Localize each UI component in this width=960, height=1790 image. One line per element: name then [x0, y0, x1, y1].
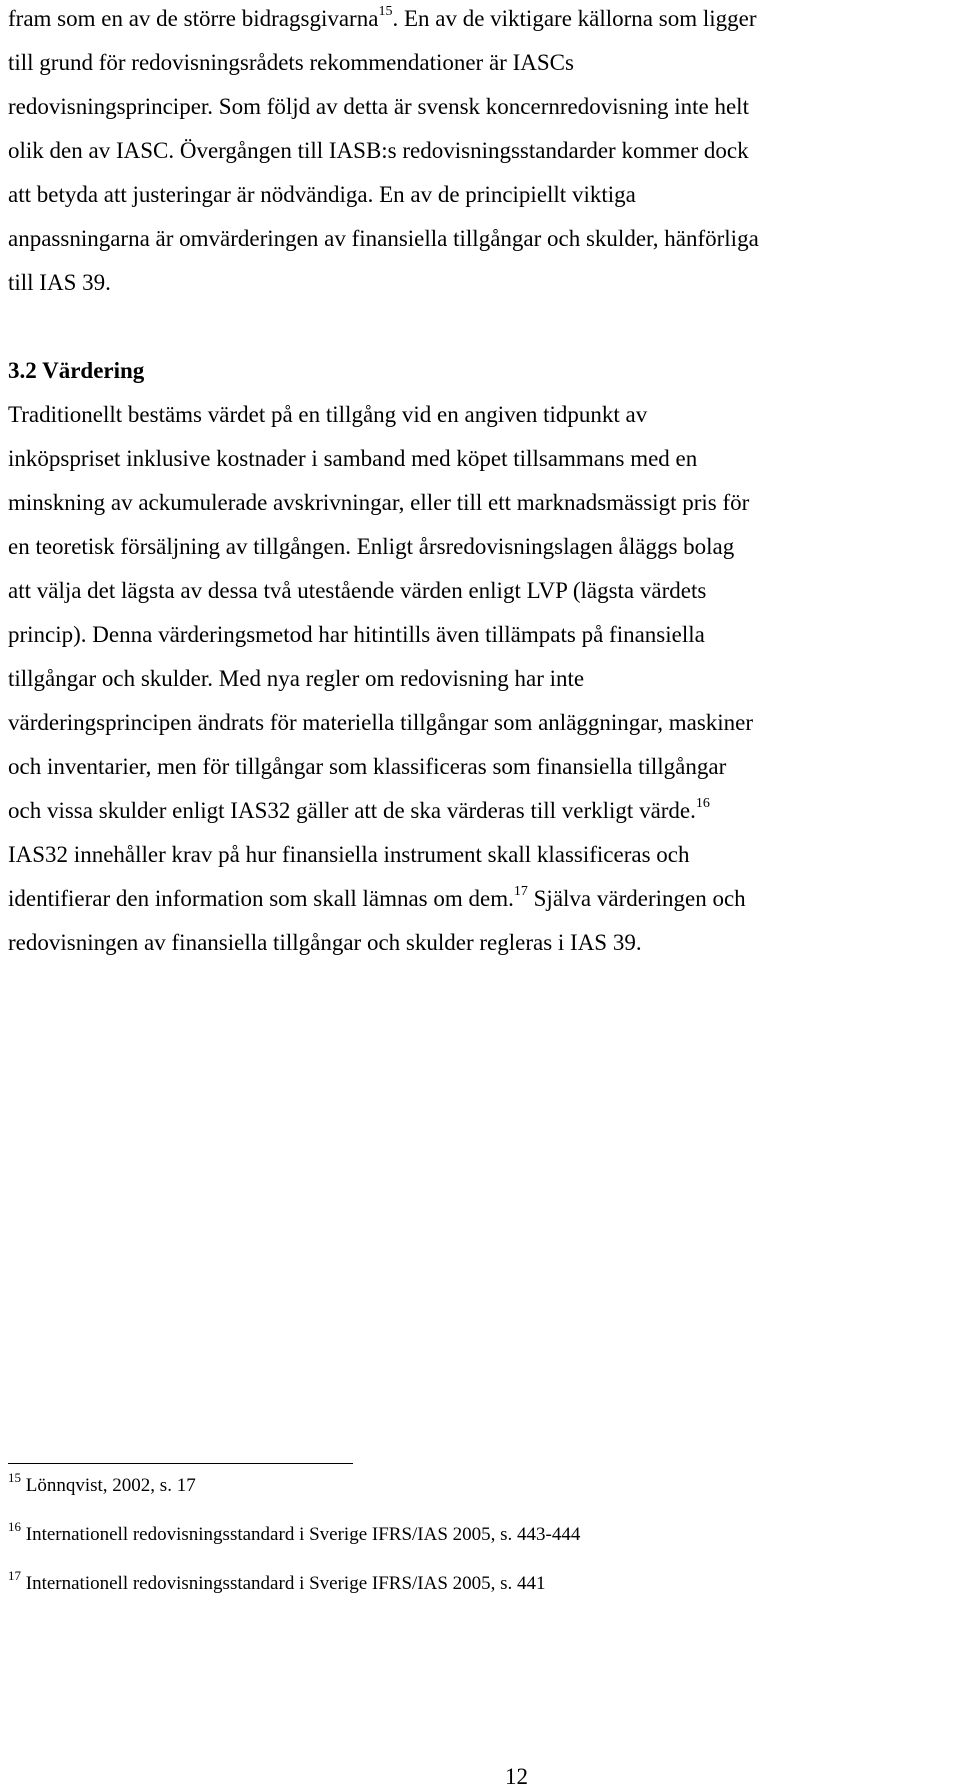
text-line: till grund för redovisningsrådets rekommendationer är IASCs [8, 50, 574, 75]
text-line: Traditionellt bestäms värdet på en tillgång vid en angiven tidpunkt av [8, 402, 648, 427]
text-line [8, 798, 710, 824]
text-line: och inventarier, men för tillgångar som klassificeras som finansiella tillgångar [8, 754, 727, 779]
footnote-number: 15 [8, 1469, 21, 1485]
text-line: minskning av ackumulerade avskrivningar, eller till ett marknadsmässigt pris för [8, 490, 750, 515]
text-line [8, 6, 757, 32]
text-span: identifierar den information som skall lämnas om dem. [8, 886, 514, 911]
text-span: . En av de viktigare källorna som ligger [392, 6, 757, 31]
text-line: anpassningarna är omvärderingen av finansiella tillgångar och skulder, hänförliga [8, 226, 759, 251]
text-line: redovisningsprinciper. Som följd av detta är svensk koncernredovisning inte helt [8, 94, 749, 119]
text-line: IAS32 innehåller krav på hur finansiella instrument skall klassificeras och [8, 842, 690, 867]
footnote [8, 1567, 546, 1595]
text-span: och vissa skulder enligt IAS32 gäller att de ska värderas till verkligt värde. [8, 798, 696, 823]
footnote-text: Lönnqvist, 2002, s. 17 [21, 1475, 196, 1496]
footnote-divider [8, 1463, 353, 1464]
text-line: olik den av IASC. Övergången till IASB:s redovisningsstandarder kommer dock [8, 138, 749, 163]
text-line: redovisningen av finansiella tillgångar och skulder regleras i IAS 39. [8, 930, 642, 955]
text-line [8, 886, 746, 912]
text-line: tillgångar och skulder. Med nya regler om redovisning har inte [8, 666, 585, 691]
text-line: en teoretisk försäljning av tillgången. Enligt årsredovisningslagen åläggs bolag [8, 534, 735, 559]
footnote-number: 17 [8, 1567, 21, 1583]
text-line: värderingsprincipen ändrats för materiella tillgångar som anläggningar, maskiner [8, 710, 754, 735]
text-line: att välja det lägsta av dessa två utestående värden enligt LVP (lägsta värdets [8, 578, 707, 603]
footnote-ref: 15 [378, 4, 393, 20]
page-number: 12 [505, 1764, 528, 1789]
footnote-text: Internationell redovisningsstandard i Sverige IFRS/IAS 2005, s. 443-444 [21, 1524, 581, 1545]
text-line: inköpspriset inklusive kostnader i samband med köpet tillsammans med en [8, 446, 698, 471]
text-line: princip). Denna värderingsmetod har hitintills även tillämpats på finansiella [8, 622, 705, 647]
section-heading: 3.2 Värdering [8, 358, 145, 383]
text-span: fram som en av de större bidragsgivarna [8, 6, 379, 31]
footnote-number: 16 [8, 1518, 21, 1534]
footnote [8, 1518, 581, 1546]
text-span: Själva värderingen och [527, 886, 746, 911]
footnote-text: Internationell redovisningsstandard i Sverige IFRS/IAS 2005, s. 441 [21, 1573, 546, 1594]
text-line: till IAS 39. [8, 270, 111, 295]
footnote-ref: 17 [513, 884, 528, 900]
footnote-ref: 16 [695, 796, 710, 812]
footnote [8, 1469, 196, 1497]
text-line: att betyda att justeringar är nödvändiga. En av de principiellt viktiga [8, 182, 636, 207]
